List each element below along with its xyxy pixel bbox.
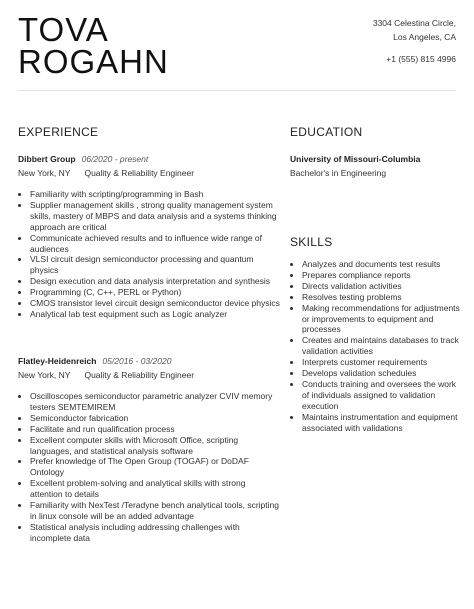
job-bullet: • Communicate achieved results and to influence wide range of audiences: [30, 233, 280, 255]
skill-item: • Analyzes and documents test results: [302, 259, 460, 270]
education-entry: [290, 153, 460, 179]
job-bullets: [18, 189, 280, 320]
job-location: New York, NY: [18, 168, 71, 178]
job-bullet: • Excellent problem-solving and analytical skills with strong attention to details: [30, 478, 280, 500]
job-dates: 05/2016 - 03/2020: [102, 356, 172, 366]
job-dates: 06/2020 - present: [81, 154, 149, 164]
job-bullet: • Facilitate and run qualification process: [30, 424, 280, 435]
job-company: Flatley-Heidenreich: [18, 356, 97, 366]
job-bullet: • Semiconductor fabrication: [30, 413, 280, 424]
education-heading: EDUCATION: [290, 125, 363, 139]
job-bullet: • VLSI circuit design semiconductor processing and quantum physics: [30, 254, 280, 276]
job-bullet: • Supplier management skills , strong quality management system skills, mastery of MBPS and data analysis and a systems thinking approach are critical: [30, 200, 280, 233]
job-bullet: • Familiarity with scripting/programming in Bash: [30, 189, 280, 200]
job-bullet: • Design execution and data analysis interpretation and synthesis: [30, 276, 280, 287]
address-line-1: 3304 Celestina Circle,: [372, 18, 456, 28]
job-bullet: • Prefer knowledge of The Open Group (TOGAF) or DoDAF Ontology: [30, 456, 280, 478]
job-meta: [18, 167, 280, 179]
skills-list: [290, 259, 460, 434]
school-name: University of Missouri-Columbia: [290, 154, 421, 164]
job-entry: [18, 153, 280, 320]
job-title: Quality & Reliability Engineer: [84, 370, 195, 380]
skill-item: • Directs validation activities: [302, 281, 460, 292]
job-title: Quality & Reliability Engineer: [84, 168, 195, 178]
job-bullet: • CMOS transistor level circuit design semiconductor device physics: [30, 298, 280, 309]
job-header: [18, 153, 280, 166]
header-divider: [18, 90, 456, 91]
job-bullet: • Familiarity with NexTest /Teradyne bench analytical tools, scripting in linux console will be an added advantage: [30, 500, 280, 522]
job-bullet: • Statistical analysis including addressing challenges with incomplete data: [30, 522, 280, 544]
address-line-2: Los Angeles, CA: [393, 32, 456, 42]
degree: Bachelor's in Engineering: [290, 168, 387, 178]
last-name: ROGAHN: [18, 43, 169, 80]
skill-item: • Making recommendations for adjustments or improvements to equipment and processes: [302, 303, 460, 336]
experience-heading: EXPERIENCE: [18, 125, 99, 139]
job-bullet: • Analytical lab test equipment such as Logic analyzer: [30, 309, 280, 320]
skill-item: • Prepares compliance reports: [302, 270, 460, 281]
skill-item: • Interprets customer requirements: [302, 357, 460, 368]
skill-item: • Resolves testing problems: [302, 292, 460, 303]
job-bullets: [18, 391, 280, 544]
skill-bullets: [290, 259, 460, 434]
job-bullet: • Programming (C, C++, PERL or Python): [30, 287, 280, 298]
job-location: New York, NY: [18, 370, 71, 380]
candidate-name: [18, 11, 169, 80]
job-entry: [18, 355, 280, 544]
job-header: [18, 355, 280, 368]
skill-item: • Maintains instrumentation and equipment associated with validations: [302, 412, 460, 434]
first-name: TOVA: [18, 11, 109, 48]
contact-block: [373, 16, 456, 66]
job-bullet: • Oscilloscopes semiconductor parametric analyzer CVIV memory testers SEMTEMIREM: [30, 391, 280, 413]
skill-item: • Develops validation schedules: [302, 368, 460, 379]
job-company: Dibbert Group: [18, 154, 76, 164]
skill-item: • Conducts training and oversees the work of individuals assigned to validation execution: [302, 379, 460, 412]
job-bullet: • Excellent computer skills with Microsoft Office, scripting languages, and statistical analysis software: [30, 435, 280, 457]
phone-number: +1 (555) 815 4996: [386, 54, 456, 64]
job-meta: [18, 369, 280, 381]
skills-heading: SKILLS: [290, 235, 333, 249]
skill-item: • Creates and maintains databases to track validation activities: [302, 335, 460, 357]
